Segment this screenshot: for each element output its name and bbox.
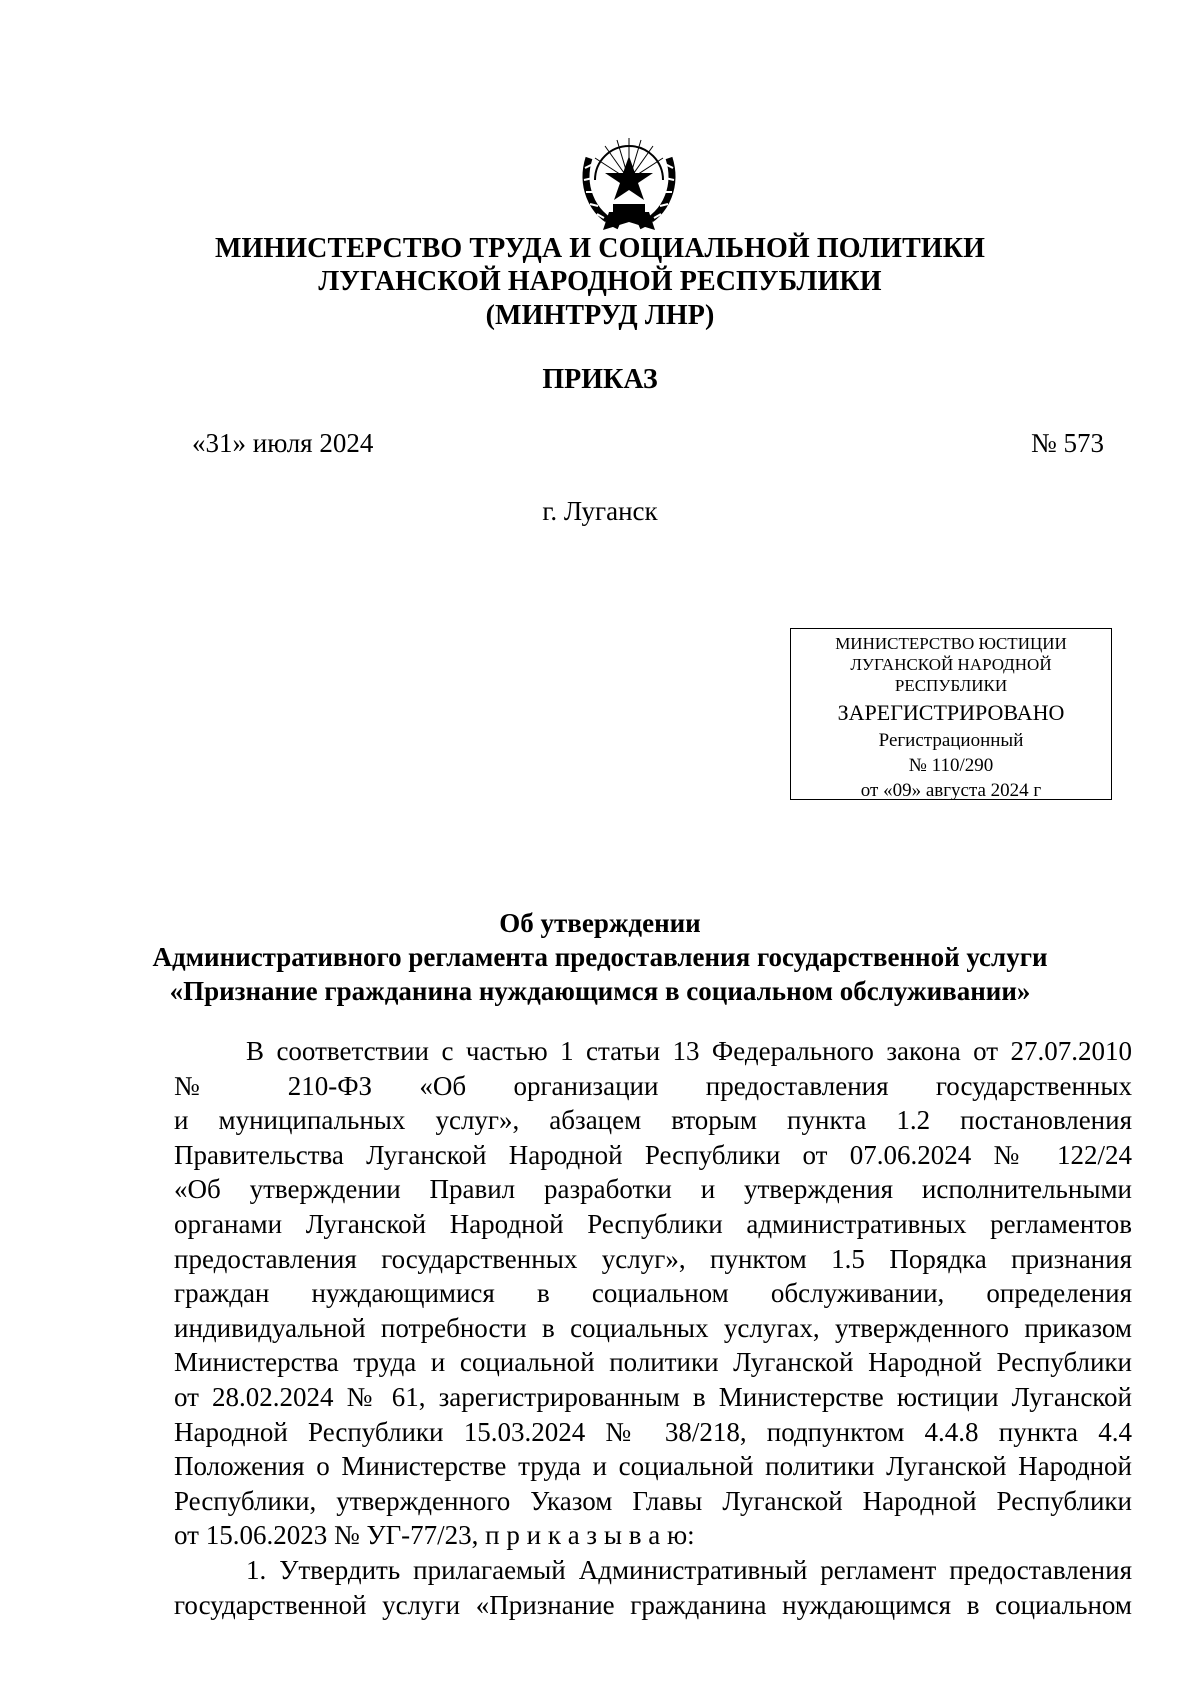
stamp-line3: РЕСПУБЛИКИ <box>894 676 1008 695</box>
stamp-reg-number: № 110/290 <box>908 755 994 776</box>
body-line: Положения о Министерстве труда и социальной политики Луганской Народной <box>174 1451 1132 1482</box>
state-emblem-icon <box>575 128 683 238</box>
stamp-line1: МИНИСТЕРСТВО ЮСТИЦИИ <box>835 634 1067 653</box>
subject-line1: Об утверждении <box>499 908 701 938</box>
order-body <box>174 1034 1132 1622</box>
body-line: предоставления государственных услуг», пунктом 1.5 Порядка признания <box>174 1243 1132 1274</box>
body-line: 1. Утвердить прилагаемый Административный регламент предоставления <box>246 1554 1132 1585</box>
ministry-name-line2: ЛУГАНСКОЙ НАРОДНОЙ РЕСПУБЛИКИ <box>318 266 882 297</box>
body-line: Народной Республики 15.03.2024 № 38/218, подпунктом 4.4.8 пункта 4.4 <box>174 1416 1132 1447</box>
body-line: граждан нуждающимися в социальном обслуживании, определения <box>174 1278 1132 1309</box>
subject-line2: Административного регламента предоставления государственной услуги <box>152 942 1048 972</box>
ministry-name-line1: МИНИСТЕРСТВО ТРУДА И СОЦИАЛЬНОЙ ПОЛИТИКИ <box>214 233 986 264</box>
body-line: и муниципальных услуг», абзацем вторым пункта 1.2 постановления <box>174 1105 1132 1136</box>
stamp-line2: ЛУГАНСКОЙ НАРОДНОЙ <box>850 655 1052 674</box>
body-line: от 28.02.2024 № 61, зарегистрированным в Министерстве юстиции Луганской <box>174 1381 1132 1412</box>
body-line: «Об утверждении Правил разработки и утверждения исполнительными <box>174 1174 1132 1205</box>
stamp-reg-date: от «09» августа 2024 г <box>860 780 1042 801</box>
registration-stamp <box>790 628 1112 800</box>
order-title: ПРИКАЗ <box>542 364 658 395</box>
order-subject <box>0 906 1200 1008</box>
order-number: № 573 <box>1030 428 1104 458</box>
body-line: В соответствии с частью 1 статьи 13 Федерального закона от 27.07.2010 <box>246 1036 1132 1066</box>
body-line: государственной услуги «Признание гражданина нуждающимся в социальном <box>174 1589 1132 1620</box>
body-line: Республики, утвержденного Указом Главы Луганской Народной Республики <box>174 1485 1132 1516</box>
ministry-abbreviation: (МИНТРУД ЛНР) <box>485 300 715 331</box>
body-line: № 210-ФЗ «Об организации предоставления государственных <box>174 1070 1132 1101</box>
body-line: индивидуальной потребности в социальных услугах, утвержденного приказом <box>174 1312 1132 1343</box>
body-line: от 15.06.2023 № УГ-77/23, п р и к а з ы в а ю: <box>174 1520 695 1551</box>
stamp-reg-label: Регистрационный <box>878 730 1024 751</box>
order-date: «31» июля 2024 <box>192 428 374 458</box>
stamp-status: ЗАРЕГИСТРИРОВАНО <box>837 700 1065 725</box>
body-line: Правительства Луганской Народной Республики от 07.06.2024 № 122/24 <box>174 1139 1132 1170</box>
order-city: г. Луганск <box>542 496 658 526</box>
body-line: Министерства труда и социальной политики Луганской Народной Республики <box>174 1347 1132 1378</box>
body-line: органами Луганской Народной Республики административных регламентов <box>174 1208 1132 1239</box>
subject-line3: «Признание гражданина нуждающимся в социальном обслуживании» <box>169 976 1031 1006</box>
